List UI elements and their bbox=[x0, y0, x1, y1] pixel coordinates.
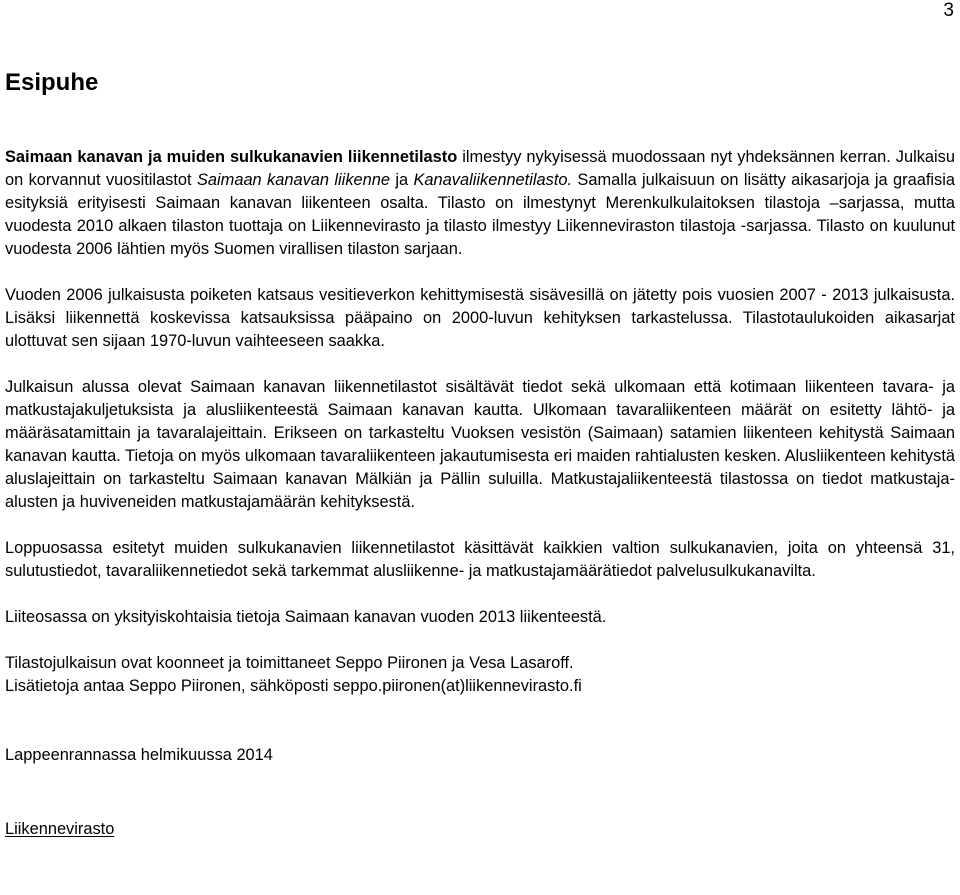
paragraph-other-canals: Loppuosassa esitetyt muiden sulkukanavien liikennetilastot käsittävät kaikkien valtion sulkukanavien, joita on yhteensä 31, sulutustiedot, tavaraliikennetiedot sekä tarkemmat alusliikenne- ja matkustajamäärätiedot palvelusulkukanavilta. bbox=[5, 539, 955, 580]
paragraph-contents: Julkaisun alussa olevat Saimaan kanavan liikennetilastot sisältävät tiedot sekä ulkomaan että kotimaan liikenteen tavara- ja matkustajakuljetuksista ja alusliikenteestä Saimaan kanavan kautta. Ulkomaan tavaraliikenteen määrät on esitetty lähtö- ja määräsatamittain ja tavaralajeittain. Erikseen on tarkasteltu Vuoksen vesistön (Saimaan) satamien liikenteen kehitystä Saimaan kanavan kautta. Tietoja on myös ulkomaan tavaraliikenteen jakautumisesta eri maiden rahtialusten kesken. Alusliikenteen kehitystä aluslajeittain on tarkasteltu Saimaan kanavan Mälkiän ja Pällin suluilla. Matkustajaliikenteestä tilastossa on tiedot matkustaja-alusten ja huviveneiden matkustajamäärän kehityksestä. bbox=[5, 378, 955, 511]
old-title-1: Saimaan kanavan liikenne bbox=[196, 171, 390, 189]
old-title-2: Kanavaliikennetilasto. bbox=[413, 171, 573, 189]
place-date: Lappeenrannassa helmikuussa 2014 bbox=[5, 746, 273, 764]
paragraph-changes: Vuoden 2006 julkaisusta poiketen katsaus vesitieverkon kehittymisestä sisävesillä on jätetty pois vuosien 2007 - 2013 julkaisusta. Lisäksi liikennettä koskevissa katsauksissa pääpaino on 2000-luvun kehityksen tarkastelussa. Tilastotaulukoiden aikasarjat ulottuvat sen sijaan 1970-luvun vaihteeseen saakka. bbox=[5, 286, 955, 350]
paragraph-appendix: Liiteosassa on yksityiskohtaisia tietoja Saimaan kanavan vuoden 2013 liikenteestä. bbox=[5, 608, 607, 626]
page-title: Esipuhe bbox=[5, 69, 99, 96]
publication-title: Saimaan kanavan ja muiden sulkukanavien liikennetilasto bbox=[5, 148, 458, 166]
paragraph-contact: Lisätietoja antaa Seppo Piironen, sähköposti seppo.piironen(at)liikennevirasto.fi bbox=[5, 677, 582, 695]
document-body bbox=[5, 146, 955, 841]
page-number: 3 bbox=[943, 0, 954, 21]
paragraph-intro: Saimaan kanavan ja muiden sulkukanavien liikennetilasto ilmestyy nykyisessä muodossaan nyt yhdeksännen kerran. Julkaisu on korvannut vuositilastot Saimaan kanavan liikenne ja Kanavaliikennetilasto. Samalla julkaisuun on lisätty aikasarjoja ja graafisia esityksiä erityisesti Saimaan kanavan liikenteen osalta. Tilasto on ilmestynyt Merenkulkulaitoksen tilastoja –sarjassa, mutta vuodesta 2010 alkaen tilaston tuottaja on Liikennevirasto ja tilasto ilmestyy Liikenneviraston tilastoja -sarjassa. Tilasto on kuulunut vuodesta 2006 lähtien myös Suomen virallisen tilaston sarjaan. bbox=[5, 148, 955, 258]
paragraph-editors: Tilastojulkaisun ovat koonneet ja toimittaneet Seppo Piironen ja Vesa Lasaroff. bbox=[5, 654, 574, 672]
signature: Liikennevirasto bbox=[5, 820, 115, 838]
